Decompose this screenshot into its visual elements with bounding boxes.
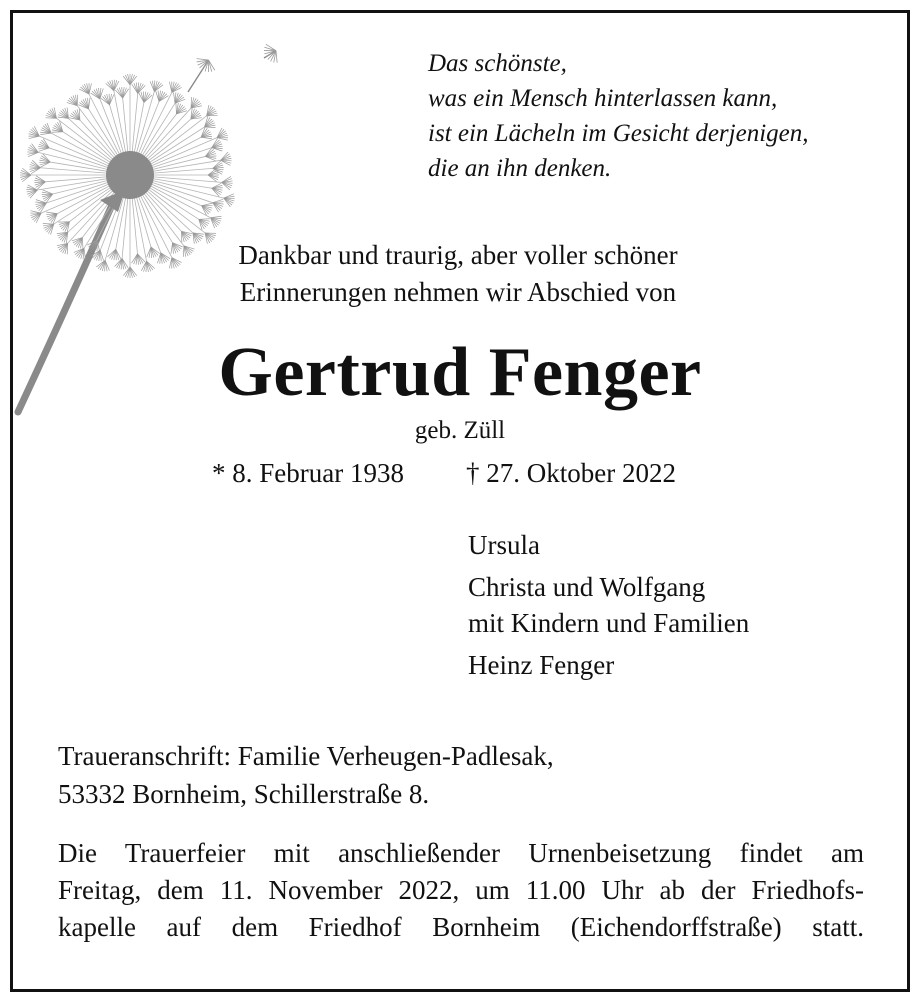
mourner-group xyxy=(468,569,749,641)
address-line: 53332 Bornheim, Schillerstraße 8. xyxy=(58,779,430,809)
intro-line: Erinnerungen nehmen wir Abschied von xyxy=(239,277,677,307)
mourners-list xyxy=(468,527,749,689)
quote-line: ist ein Lächeln im Gesicht derjenigen, xyxy=(428,120,809,147)
mourner-group xyxy=(468,527,749,563)
death-date: † 27. Oktober 2022 xyxy=(466,458,676,488)
quote-line: Das schönste, xyxy=(428,50,567,77)
mourner-name: Ursula xyxy=(468,530,540,560)
maiden-name: geb. Züll xyxy=(414,417,506,444)
service-line: kapelle auf dem Friedhof Bornheim (Eichendorffstraße) statt. xyxy=(58,912,864,942)
service-line: Freitag, dem 11. November 2022, um 11.00 Uhr ab der Friedhofs- xyxy=(58,875,864,905)
mourner-group xyxy=(468,647,749,683)
memorial-quote xyxy=(428,46,808,186)
service-line: Die Trauerfeier mit anschließender Urnenbeisetzung findet am xyxy=(58,838,864,868)
mourner-name: Christa und Wolfgang xyxy=(468,572,706,602)
intro-line: Dankbar und traurig, aber voller schöner xyxy=(238,240,678,270)
quote-line: was ein Mensch hinterlassen kann, xyxy=(428,85,778,112)
intro-text xyxy=(188,237,728,311)
mourning-address xyxy=(58,737,554,813)
mourner-name: Heinz Fenger xyxy=(468,650,615,680)
birth-date: * 8. Februar 1938 xyxy=(212,458,404,488)
mourner-name: mit Kindern und Familien xyxy=(468,608,750,638)
funeral-service-info xyxy=(58,835,864,946)
quote-line: die an ihn denken. xyxy=(428,155,612,182)
deceased-name: Gertrud Fenger xyxy=(218,334,702,411)
address-line: Traueranschrift: Familie Verheugen-Padlesak, xyxy=(58,741,554,771)
